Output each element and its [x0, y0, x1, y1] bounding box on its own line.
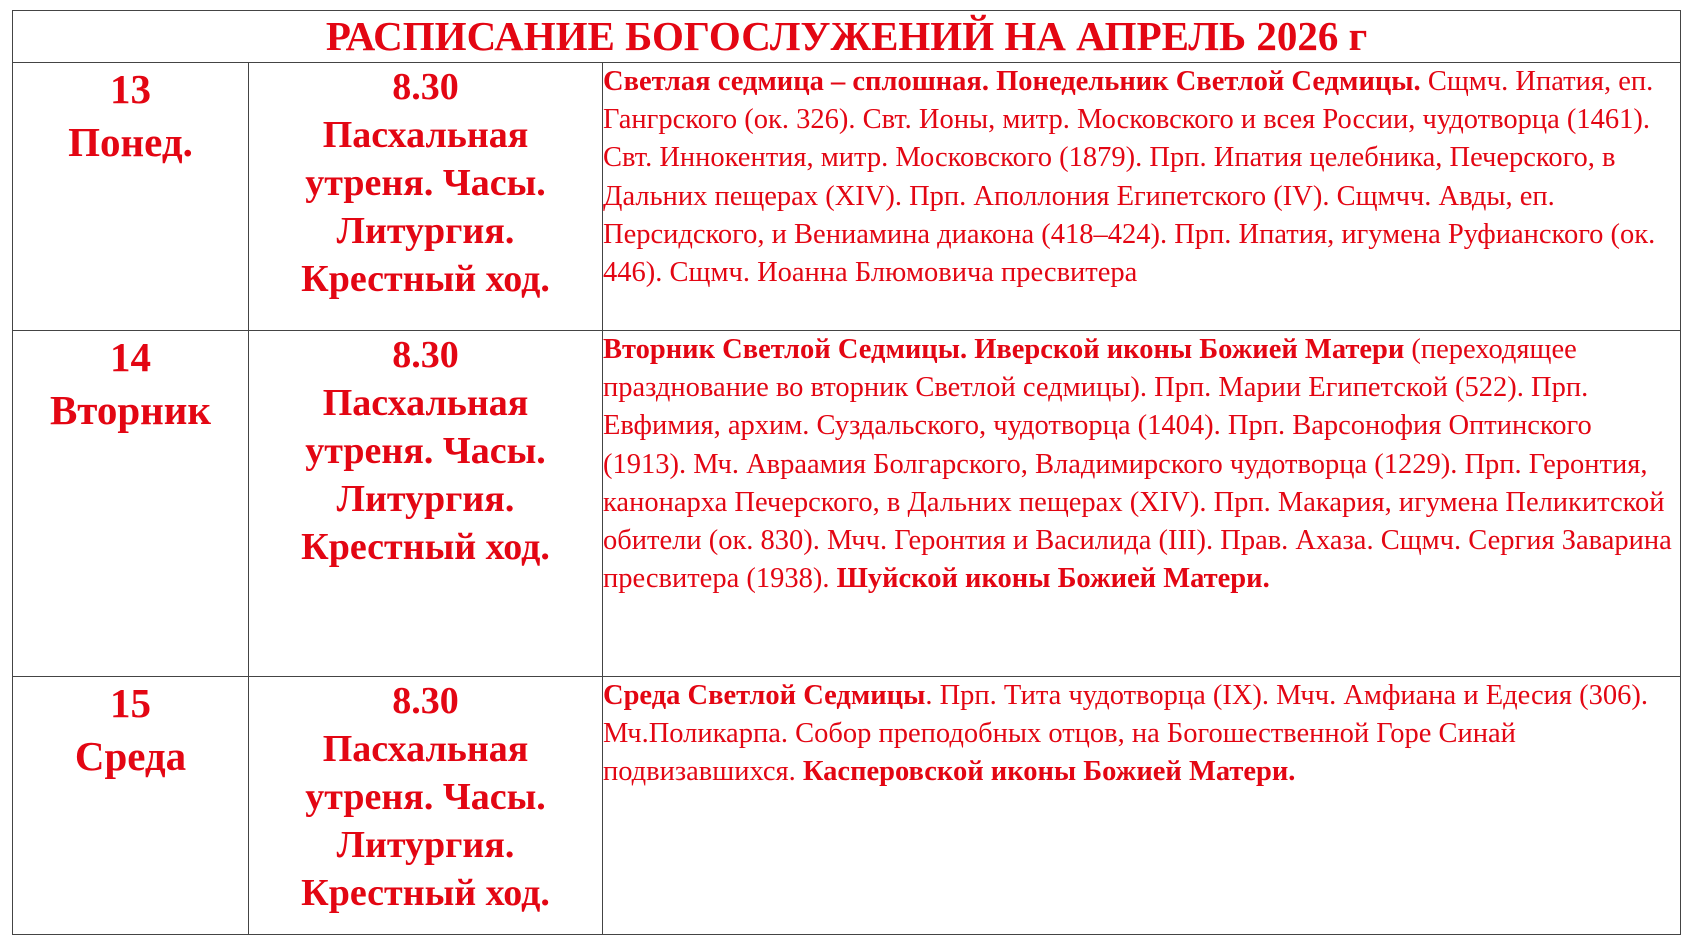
page-title: РАСПИСАНИЕ БОГОСЛУЖЕНИЙ НА АПРЕЛЬ 2026 г [13, 11, 1681, 63]
service-line: Пасхальная [322, 114, 529, 156]
title-row [13, 11, 1681, 63]
date-number: 14 [110, 334, 151, 380]
service-time: 8.30 [392, 334, 459, 376]
service-line: Крестный ход. [301, 872, 550, 914]
schedule-row [13, 677, 1681, 935]
service-line: Пасхальная [322, 728, 529, 770]
weekday-label: Среда [74, 733, 187, 779]
service-cell [249, 331, 603, 677]
service-line: Литургия. [336, 210, 515, 252]
feast-title: Вторник Светлой Седмицы. Иверской иконы Божией Матери [603, 334, 1405, 365]
commemoration-text: (переходящее празднование во вторник Светлой седмицы). Прп. Марии Египетской (522). Прп. Евфимия, архим. Суздальского, чудотворца (1404). Прп. Варсонофия Оптинского (1913). Мч. Авраамия Болгарского, Владимирского чудотворца (1229). Прп. Геронтия, канонарха Печерского, в Дальних пещерах (XIV). Прп. Макария, игумена Пеликитской обители (ок. 830). Мчч. Геронтия и Василида (III). Прав. Ахаза. Сщмч. Сергия Заварина пресвитера (1938). [603, 334, 1672, 595]
icon-feast: Касперовской иконы Божией Матери. [802, 756, 1296, 788]
service-line: утреня. Часы. [305, 430, 546, 472]
day-cell [13, 677, 249, 935]
feast-title: Среда Светлой Седмицы [603, 680, 926, 711]
icon-feast: Шуйской иконы Божией Матери. [836, 563, 1270, 595]
schedule-sheet [12, 10, 1680, 935]
weekday-label: Понед. [68, 119, 193, 165]
saints-description [603, 677, 1681, 935]
feast-title: Светлая седмица – сплошная. Понедельник Светлой Седмицы. [603, 66, 1421, 97]
date-number: 13 [110, 66, 151, 112]
day-cell [13, 331, 249, 677]
service-line: Литургия. [336, 824, 515, 866]
service-line: Крестный ход. [301, 526, 550, 568]
day-cell [13, 63, 249, 331]
schedule-row [13, 63, 1681, 331]
commemoration-text: Сщмч. Ипатия, еп. Гангрского (ок. 326). Свт. Ионы, митр. Московского и всея России, чудотворца (1461). Свт. Иннокентия, митр. Московского (1879). Прп. Ипатия целебника, Печерского, в Дальних пещерах (XIV). Прп. Аполлония Египетского (IV). Сщмчч. Авды, еп. Персидского, и Вениамина диакона (418–424). Прп. Ипатия, игумена Руфианского (ок. 446). Сщмч. Иоанна Блюмовича пресвитера [603, 66, 1656, 289]
service-time: 8.30 [392, 680, 459, 722]
commemoration-text: . Прп. Тита чудотворца (IX). Мчч. Амфиана и Едесия (306). Мч.Поликарпа. Собор преподобных отцов, на Богошественной Горе Синай подвизавшихся. [603, 680, 1648, 788]
schedule-table [12, 10, 1681, 935]
service-cell [249, 677, 603, 935]
service-line: Литургия. [336, 478, 515, 520]
service-time: 8.30 [392, 66, 459, 108]
service-cell [249, 63, 603, 331]
saints-description [603, 63, 1681, 331]
date-number: 15 [110, 680, 151, 726]
schedule-row [13, 331, 1681, 677]
saints-description [603, 331, 1681, 677]
service-line: Пасхальная [322, 382, 529, 424]
service-line: Крестный ход. [301, 258, 550, 300]
weekday-label: Вторник [49, 387, 212, 433]
service-line: утреня. Часы. [305, 776, 546, 818]
service-line: утреня. Часы. [305, 162, 546, 204]
